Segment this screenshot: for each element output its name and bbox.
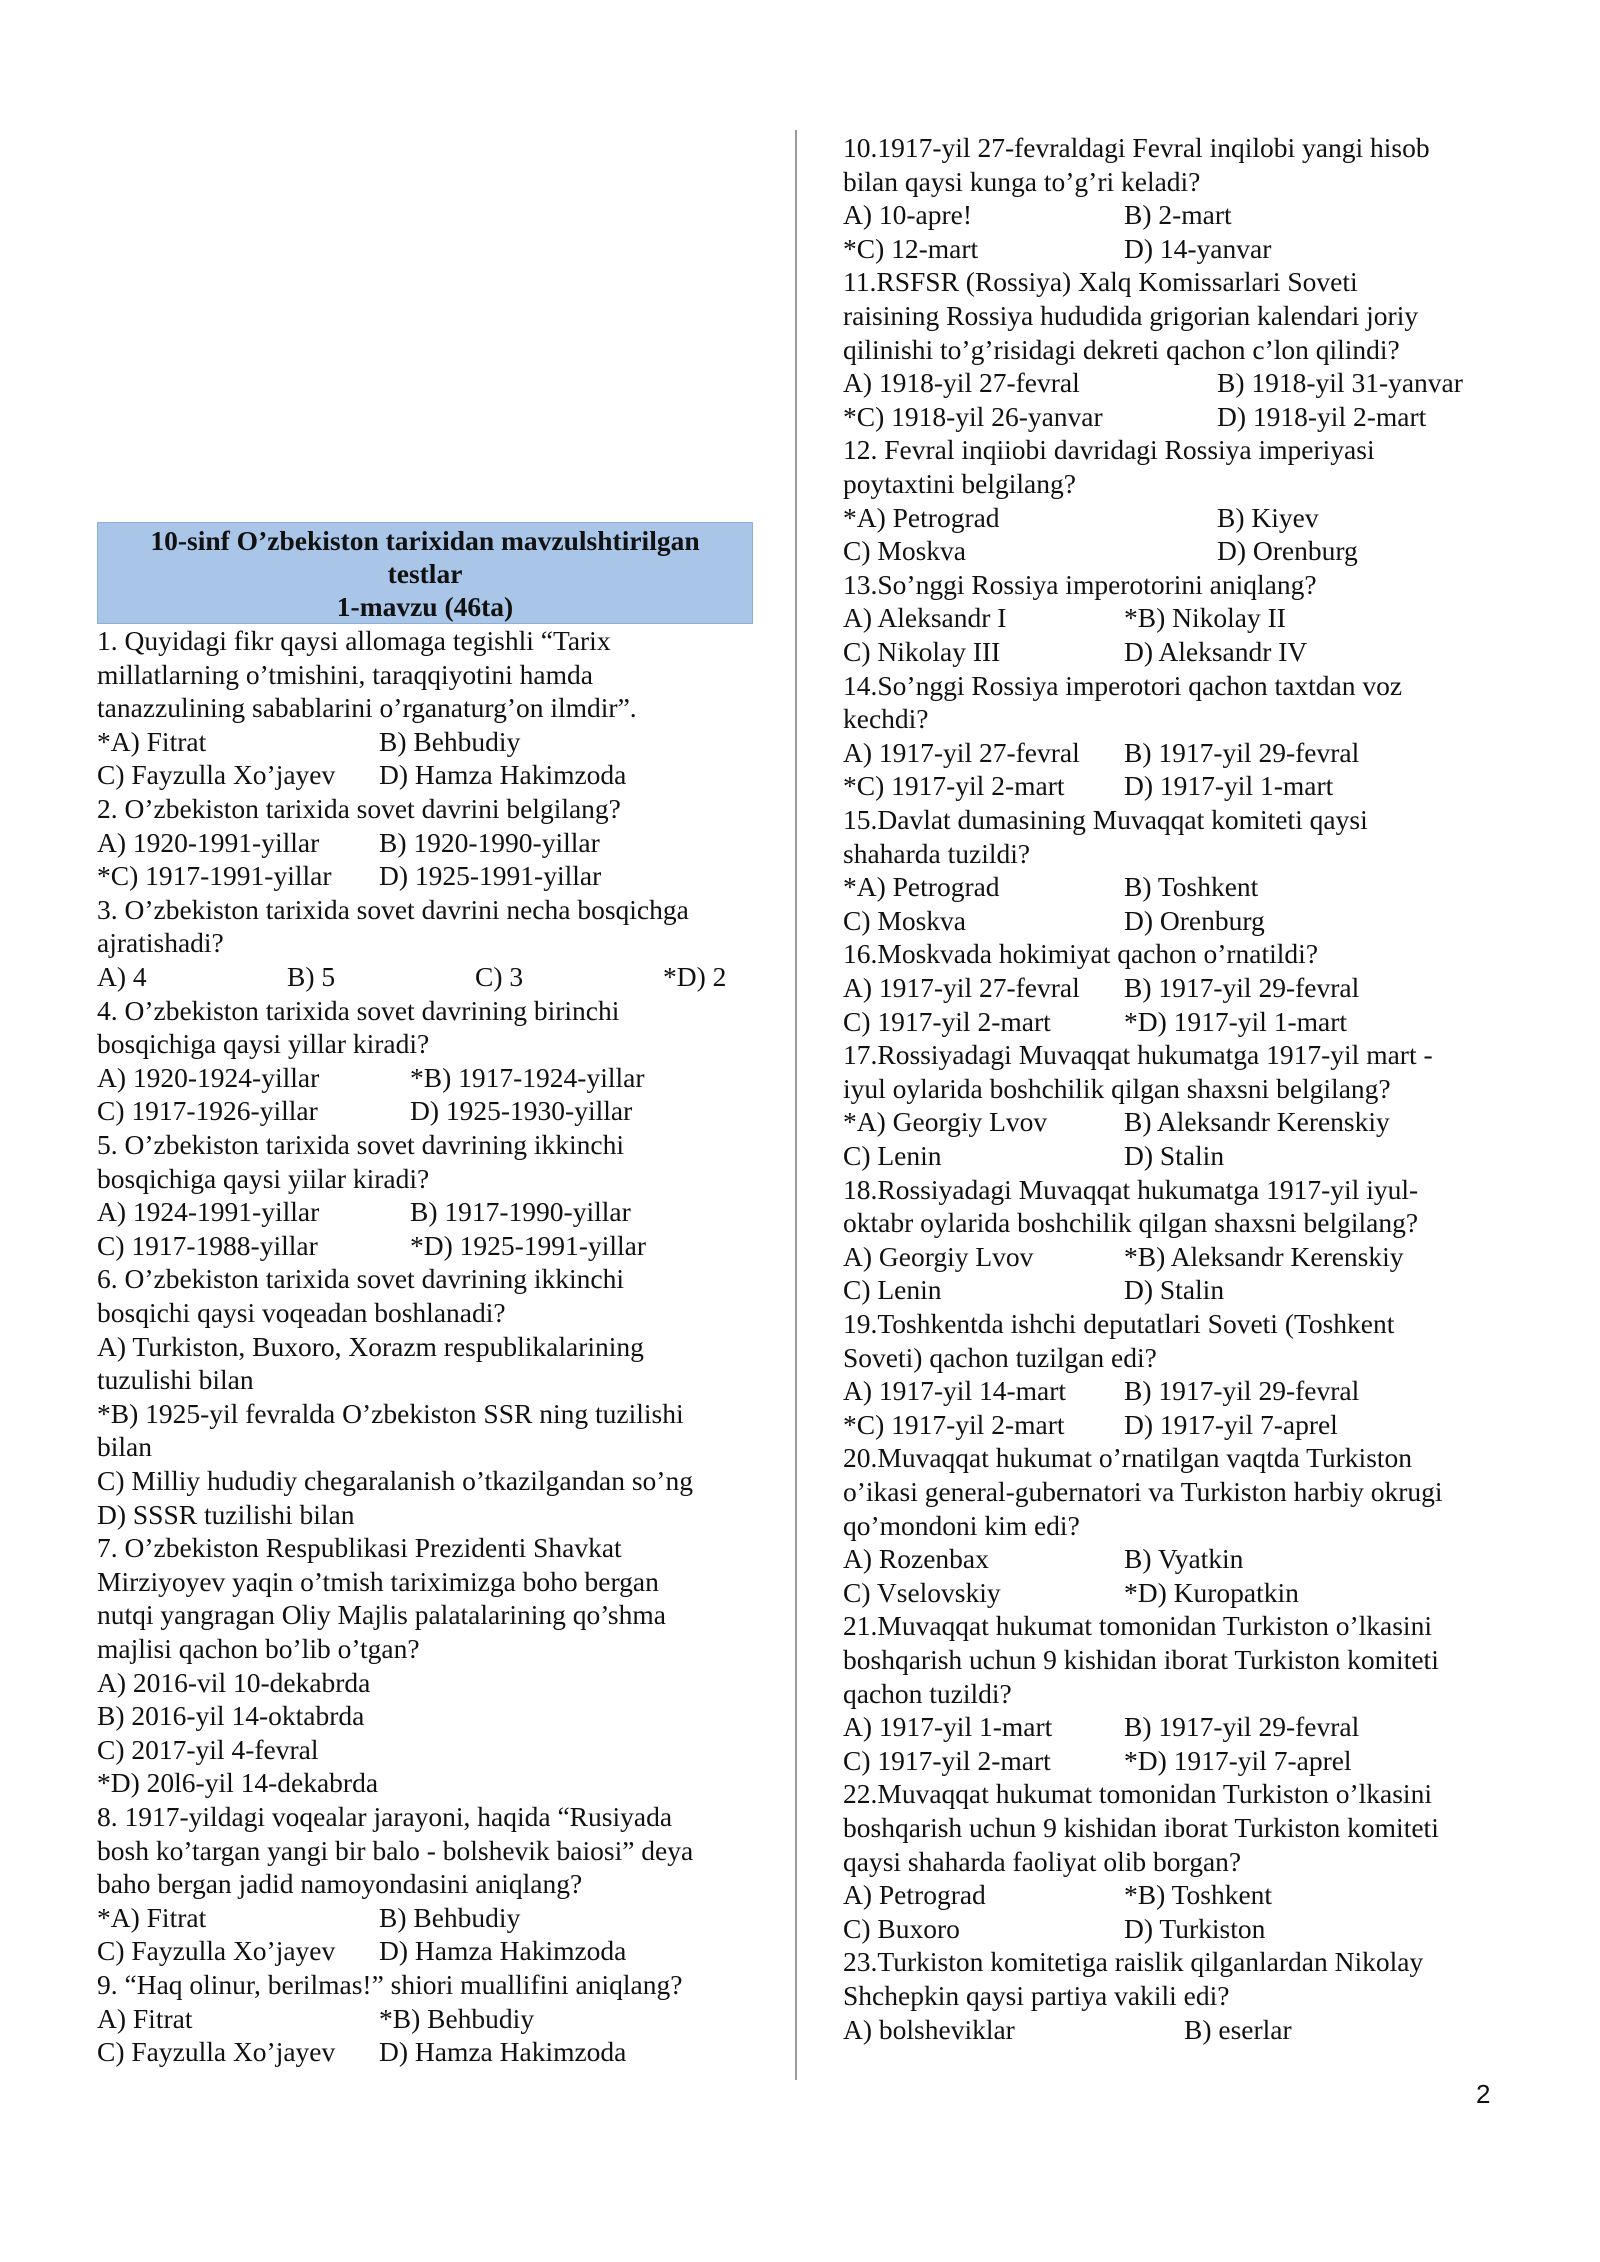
answer-option: B) Aleksandr Kerenskiy	[1124, 1106, 1390, 1138]
answer-option: A) Fitrat	[97, 2002, 193, 2034]
answer-option: *B) Behbudiy	[379, 2002, 535, 2034]
answer-option: B) Behbudiy	[379, 1901, 521, 1933]
text-line: 3. O’zbekiston tarixida sovet davrini necha bosqichga	[97, 893, 689, 925]
answer-option: B) Behbudiy	[379, 725, 521, 757]
answer-option: *A) Petrograd	[843, 871, 1000, 903]
text-line: 2. O’zbekiston tarixida sovet davrini belgilang?	[97, 793, 621, 824]
answer-option: C) 3	[475, 961, 524, 992]
text-line: 14.So’nggi Rossiya imperotori qachon taxtdan voz	[843, 669, 1403, 701]
answer-option: B) 2-mart	[1124, 199, 1232, 231]
answer-option: D) Orenburg	[1124, 904, 1265, 936]
text-line: 7. O’zbekiston Respublikasi Prezidenti Shavkat	[97, 1532, 622, 1564]
text-line: bilan	[97, 1431, 152, 1463]
answer-option: *B) 1917-1924-yillar	[410, 1061, 645, 1093]
answer-option: D) Hamza Hakimzoda	[379, 759, 627, 791]
answer-option: A) Aleksandr I	[843, 602, 1007, 634]
answer-option: B) 1920-1990-yillar	[379, 826, 600, 858]
text-line: millatlarning o’tmishini, taraqqiyotini hamda	[97, 658, 593, 690]
text-line: tuzulishi bilan	[97, 1364, 254, 1396]
answer-option: C) Vselovskiy	[843, 1576, 1001, 1608]
answer-option: C) Moskva	[843, 535, 966, 567]
text-line: bosqichiga qaysi yiilar kiradi?	[97, 1162, 430, 1194]
answer-option: D) Hamza Hakimzoda	[379, 1935, 627, 1967]
answer-option: D) Orenburg	[1217, 535, 1358, 567]
text-line: 18.Rossiyadagi Muvaqqat hukumatga 1917-yil iyul-	[843, 1173, 1419, 1205]
text-line: 11.RSFSR (Rossiya) Xalq Komissarlari Soveti	[843, 266, 1358, 298]
text-line: ajratishadi?	[97, 927, 224, 959]
answer-option: A) Petrograd	[843, 1879, 986, 1911]
answer-option: *A) Fitrat	[97, 1901, 207, 1933]
answer-option: B) 5	[287, 961, 336, 992]
text-line: 1. Quyidagi fikr qaysi allomaga tegishli “Tarix	[97, 625, 611, 656]
text-line: C) 2017-yil 4-fevral	[97, 1733, 319, 1765]
text-line: baho bergan jadid namoyondasini aniqlang?	[97, 1868, 583, 1900]
answer-option: C) Fayzulla Xo’jayev	[97, 2036, 336, 2068]
answer-option: D) 1917-yil 7-aprel	[1124, 1408, 1338, 1440]
answer-option: D) Stalin	[1124, 1140, 1225, 1171]
answer-option: D) 1925-1930-yillar	[410, 1095, 633, 1127]
text-line: shaharda tuzildi?	[843, 837, 1031, 869]
column-divider	[795, 130, 797, 2080]
text-line: poytaxtini belgilang?	[843, 468, 1076, 499]
text-line: 6. O’zbekiston tarixida sovet davrining ikkinchi	[97, 1263, 624, 1295]
text-line: 17.Rossiyadagi Muvaqqat hukumatga 1917-yil mart -	[843, 1039, 1433, 1071]
text-line: 22.Muvaqqat hukumat tomonidan Turkiston o’lkasini	[843, 1778, 1432, 1810]
answer-option: C) Lenin	[843, 1274, 942, 1306]
answer-option: A) 1917-yil 27-fevral	[843, 736, 1080, 768]
text-line: oktabr oylarida boshchilik qilgan shaxsni belgilang?	[843, 1207, 1419, 1239]
answer-option: D) Turkiston	[1124, 1912, 1266, 1944]
text-line: 23.Turkiston komitetiga raislik qilganlardan Nikolay	[843, 1946, 1424, 1978]
text-line: majlisi qachon bo’lib o’tgan?	[97, 1633, 420, 1664]
answer-option: *A) Georgiy Lvov	[843, 1106, 1048, 1138]
answer-option: C) 1917-1988-yillar	[97, 1229, 318, 1261]
answer-option: A) 1917-yil 27-fevral	[843, 972, 1080, 1003]
answer-option: A) Georgiy Lvov	[843, 1240, 1034, 1272]
title-line-1: 10-sinf O’zbekiston tarixidan mavzulshtirilgan	[150, 525, 700, 556]
answer-option: D) 1918-yil 2-mart	[1217, 400, 1427, 432]
answer-option: B) 1917-1990-yillar	[410, 1196, 631, 1228]
text-line: qilinishi to’g’risidagi dekreti qachon c’lon qilindi?	[843, 333, 1400, 365]
answer-option: C) Fayzulla Xo’jayev	[97, 759, 336, 791]
text-line: boshqarish uchun 9 kishidan iborat Turkiston komiteti	[843, 1644, 1439, 1675]
answer-option: *B) Aleksandr Kerenskiy	[1124, 1240, 1404, 1272]
text-line: qaysi shaharda faoliyat olib borgan?	[843, 1845, 1242, 1877]
answer-option: C) 1917-yil 2-mart	[843, 1744, 1051, 1776]
text-line: iyul oylarida boshchilik qilgan shaxsni belgilang?	[843, 1072, 1391, 1104]
text-line: kechdi?	[843, 703, 929, 735]
answer-option: *D) Kuropatkin	[1124, 1576, 1299, 1608]
answer-option: C) 1917-yil 2-mart	[843, 1005, 1051, 1037]
text-line: 9. “Haq olinur, berilmas!” shiori muallifini aniqlang?	[97, 1969, 683, 2000]
answer-option: *A) Fitrat	[97, 725, 207, 757]
text-line: D) SSSR tuzilishi bilan	[97, 1498, 355, 1530]
answer-option: A) 1920-1991-yillar	[97, 826, 320, 858]
answer-option: *C) 1917-1991-yillar	[97, 860, 332, 892]
answer-option: A) 1917-yil 1-mart	[843, 1711, 1053, 1743]
text-line: 21.Muvaqqat hukumat tomonidan Turkiston o’lkasini	[843, 1610, 1432, 1642]
text-line: o’ikasi general-gubernatori va Turkiston harbiy okrugi	[843, 1476, 1443, 1507]
answer-option: *D) 2	[663, 961, 727, 992]
answer-option: D) 1925-1991-yillar	[379, 860, 602, 892]
answer-option: A) 4	[97, 961, 147, 992]
text-line: Soveti) qachon tuzilgan edi?	[843, 1341, 1157, 1373]
text-line: B) 2016-yil 14-oktabrda	[97, 1700, 365, 1732]
text-line: nutqi yangragan Oliy Majlis palatalarining qo’shma	[97, 1599, 666, 1631]
answer-option: *B) Toshkent	[1124, 1879, 1273, 1911]
answer-option: *C) 1917-yil 2-mart	[843, 770, 1065, 802]
answer-option: C) Lenin	[843, 1140, 942, 1171]
text-line: 10.1917-yil 27-fevraldagi Fevral inqilobi yangi hisob	[843, 132, 1430, 163]
text-line: C) Milliy hududiy chegaralanish o’tkazilgandan so’ng	[97, 1465, 693, 1496]
answer-option: B) 1917-yil 29-fevral	[1124, 1711, 1360, 1743]
text-line: A) 2016-vil 10-dekabrda	[97, 1666, 371, 1698]
answer-option: *D) 1925-1991-yillar	[410, 1229, 646, 1261]
text-line: 20.Muvaqqat hukumat o’rnatilgan vaqtda Turkiston	[843, 1442, 1413, 1474]
answer-option: D) Hamza Hakimzoda	[379, 2036, 627, 2068]
answer-option: B) Toshkent	[1124, 871, 1259, 903]
text-line: bilan qaysi kunga to’g’ri keladi?	[843, 165, 1201, 197]
section-title-box	[97, 522, 753, 624]
text-line: bosh ko’targan yangi bir balo - bolshevik baiosi” deya	[97, 1834, 694, 1866]
answer-option: B) 1918-yil 31-yanvar	[1217, 367, 1463, 399]
answer-option: A) 1917-yil 14-mart	[843, 1375, 1067, 1407]
answer-option: D) 14-yanvar	[1124, 232, 1272, 264]
answer-option: D) 1917-yil 1-mart	[1124, 770, 1334, 802]
text-line: raisining Rossiya hududida grigorian kalendari joriy	[843, 300, 1419, 331]
answer-option: C) 1917-1926-yillar	[97, 1095, 318, 1127]
text-line: bosqichiga qaysi yillar kiradi?	[97, 1028, 430, 1060]
answer-option: C) Fayzulla Xo’jayev	[97, 1935, 336, 1967]
answer-option: B) eserlar	[1184, 2013, 1292, 2045]
answer-option: *C) 12-mart	[843, 232, 979, 264]
answer-option: A) 1920-1924-yillar	[97, 1061, 320, 1093]
answer-option: *B) Nikolay II	[1124, 602, 1286, 634]
answer-option: C) Moskva	[843, 904, 966, 936]
text-line: 16.Moskvada hokimiyat qachon o’rnatildi?	[843, 938, 1319, 970]
page-number: 2	[1476, 2079, 1491, 2109]
text-line: 19.Toshkentda ishchi deputatlari Soveti (Toshkent	[843, 1308, 1395, 1339]
title-line-2: testlar	[387, 558, 463, 589]
text-line: qo’mondoni kim edi?	[843, 1509, 1080, 1541]
answer-option: B) 1917-yil 29-fevral	[1124, 972, 1360, 1003]
text-line: tanazzulining sabablarini o’rganaturg’on ilmdir”.	[97, 692, 637, 724]
text-line: Shchepkin qaysi partiya vakili edi?	[843, 1980, 1230, 2011]
text-line: qachon tuzildi?	[843, 1677, 1012, 1709]
text-line: 4. O’zbekiston tarixida sovet davrining birinchi	[97, 994, 620, 1026]
text-line: *D) 20l6-yil 14-dekabrda	[97, 1767, 379, 1799]
text-line: boshqarish uchun 9 kishidan iborat Turkiston komiteti	[843, 1812, 1439, 1843]
answer-option: A) 1918-yil 27-fevral	[843, 367, 1080, 399]
answer-option: A) Rozenbax	[843, 1543, 989, 1575]
answer-option: *D) 1917-yil 7-aprel	[1124, 1744, 1352, 1776]
text-line: 12. Fevral inqiiobi davridagi Rossiya imperiyasi	[843, 434, 1375, 466]
answer-option: C) Nikolay III	[843, 636, 1001, 667]
answer-option: D) Stalin	[1124, 1274, 1225, 1306]
answer-option: C) Buxoro	[843, 1912, 960, 1944]
answer-option: A) 10-apre!	[843, 199, 973, 231]
text-line: A) Turkiston, Buxoro, Xorazm respublikalarining	[97, 1330, 644, 1362]
answer-option: *C) 1917-yil 2-mart	[843, 1408, 1065, 1440]
text-line: Mirziyoyev yaqin o’tmish tariximizga boho bergan	[97, 1565, 659, 1597]
text-line: 13.So’nggi Rossiya imperotorini aniqlang?	[843, 568, 1317, 600]
answer-option: *D) 1917-yil 1-mart	[1124, 1005, 1348, 1037]
answer-option: A) 1924-1991-yillar	[97, 1196, 320, 1228]
answer-option: A) bolsheviklar	[843, 2013, 1015, 2045]
text-line: 15.Davlat dumasining Muvaqqat komiteti qaysi	[843, 804, 1368, 835]
answer-option: *A) Petrograd	[843, 501, 1000, 533]
answer-option: *C) 1918-yil 26-yanvar	[843, 400, 1103, 432]
answer-option: D) Aleksandr IV	[1124, 636, 1308, 667]
title-line-3: 1-mavzu (46ta)	[336, 591, 514, 622]
answer-option: B) 1917-yil 29-fevral	[1124, 736, 1360, 768]
answer-option: B) Kiyev	[1217, 501, 1319, 533]
answer-option: B) 1917-yil 29-fevral	[1124, 1375, 1360, 1407]
text-line: *B) 1925-yil fevralda O’zbekiston SSR ning tuzilishi	[97, 1397, 684, 1429]
text-line: bosqichi qaysi voqeadan boshlanadi?	[97, 1297, 506, 1328]
text-line: 8. 1917-yildagi voqealar jarayoni, haqida “Rusiyada	[97, 1801, 673, 1832]
text-line: 5. O’zbekiston tarixida sovet davrining ikkinchi	[97, 1129, 624, 1160]
answer-option: B) Vyatkin	[1124, 1543, 1244, 1575]
